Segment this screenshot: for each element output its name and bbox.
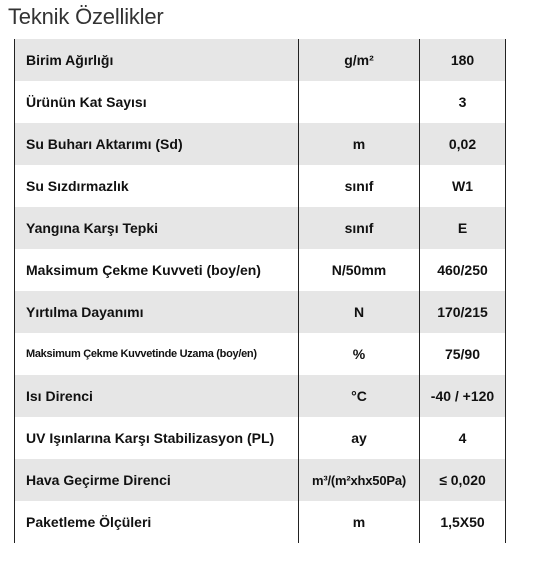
spec-row	[15, 165, 506, 207]
spec-unit: %	[299, 333, 420, 375]
spec-name: UV Işınlarına Karşı Stabilizasyon (PL)	[15, 417, 299, 459]
spec-value: 1,5X50	[420, 501, 506, 543]
spec-row	[15, 459, 506, 501]
spec-unit: g/m²	[299, 39, 420, 81]
spec-unit: m	[299, 501, 420, 543]
spec-row	[15, 501, 506, 543]
spec-row	[15, 333, 506, 375]
spec-unit: m³/(m²xhx50Pa)	[299, 459, 420, 501]
spec-row	[15, 81, 506, 123]
spec-name: Su Buharı Aktarımı (Sd)	[15, 123, 299, 165]
spec-value: 460/250	[420, 249, 506, 291]
spec-value: -40 / +120	[420, 375, 506, 417]
spec-value: 170/215	[420, 291, 506, 333]
spec-unit: m	[299, 123, 420, 165]
spec-name: Ürünün Kat Sayısı	[15, 81, 299, 123]
spec-value: 4	[420, 417, 506, 459]
spec-unit: °C	[299, 375, 420, 417]
spec-value: 3	[420, 81, 506, 123]
spec-unit: ay	[299, 417, 420, 459]
spec-value: E	[420, 207, 506, 249]
page-title: Teknik Özellikler	[8, 4, 164, 29]
spec-value: 0,02	[420, 123, 506, 165]
spec-name: Yırtılma Dayanımı	[15, 291, 299, 333]
spec-unit: sınıf	[299, 165, 420, 207]
spec-value: 75/90	[420, 333, 506, 375]
spec-name: Yangına Karşı Tepki	[15, 207, 299, 249]
spec-value: ≤ 0,020	[420, 459, 506, 501]
spec-name: Isı Direnci	[15, 375, 299, 417]
spec-table	[14, 39, 506, 543]
spec-row	[15, 249, 506, 291]
spec-unit: sınıf	[299, 207, 420, 249]
spec-unit: N/50mm	[299, 249, 420, 291]
spec-row	[15, 123, 506, 165]
spec-name: Birim Ağırlığı	[15, 39, 299, 81]
spec-row	[15, 375, 506, 417]
spec-value: 180	[420, 39, 506, 81]
spec-row	[15, 417, 506, 459]
spec-name: Su Sızdırmazlık	[15, 165, 299, 207]
spec-row	[15, 207, 506, 249]
spec-row	[15, 291, 506, 333]
spec-name: Maksimum Çekme Kuvvetinde Uzama (boy/en)	[15, 333, 299, 375]
spec-value: W1	[420, 165, 506, 207]
spec-name: Hava Geçirme Direnci	[15, 459, 299, 501]
spec-name: Paketleme Ölçüleri	[15, 501, 299, 543]
spec-unit	[299, 81, 420, 123]
spec-row	[15, 39, 506, 81]
spec-name: Maksimum Çekme Kuvveti (boy/en)	[15, 249, 299, 291]
spec-unit: N	[299, 291, 420, 333]
